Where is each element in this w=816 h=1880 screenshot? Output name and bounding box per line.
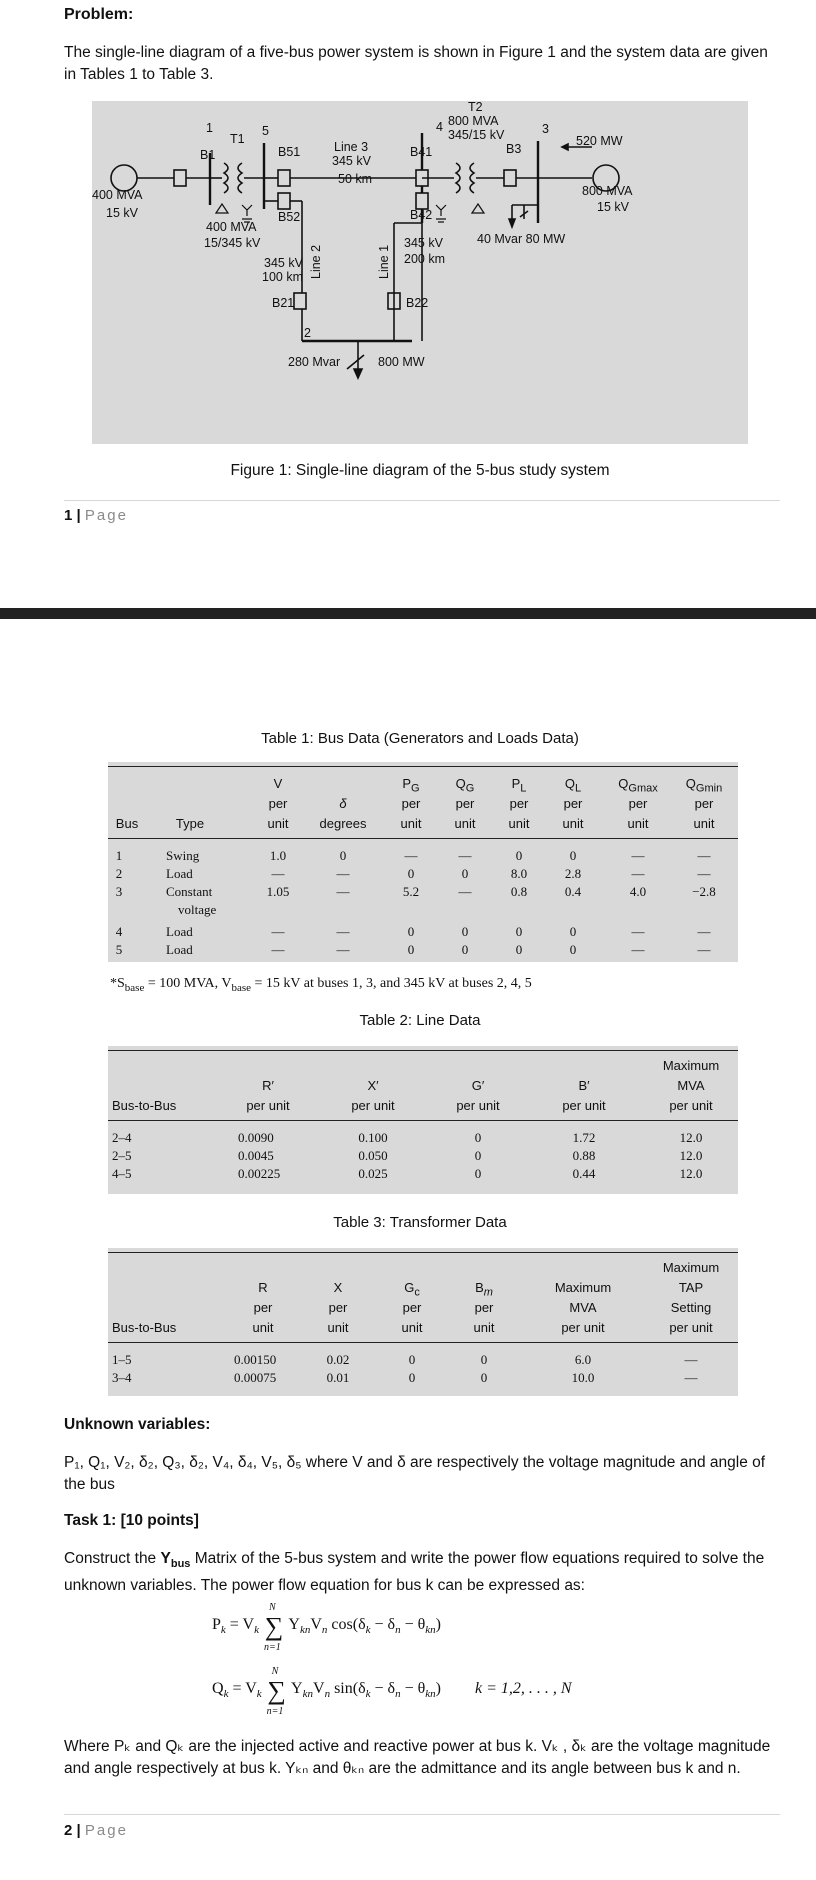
label-load2-mvar: 280 Mvar <box>288 355 341 369</box>
page-footer-2: 2 | Page <box>64 1822 128 1839</box>
equation-p: $P_k = V_k$ ∑ N n=1 $Y_{kn}V_n$ $\cos(\delta_k - \delta_n - \theta_{kn})$ <box>212 1602 441 1653</box>
transformer-t2-icon <box>456 163 460 193</box>
label-n2: 2 <box>304 326 311 340</box>
label-line1-kv: 345 kV <box>404 236 443 250</box>
label-t1: T1 <box>230 132 245 146</box>
label-line3-kv: 345 kV <box>332 154 371 168</box>
label-line3: Line 3 <box>334 140 369 154</box>
transformer-t1-icon <box>224 163 228 193</box>
task1-heading: Task 1: [10 points] <box>64 1512 199 1529</box>
label-b1: B1 <box>200 148 216 162</box>
breaker-b51-icon <box>278 170 290 186</box>
figure-caption: Figure 1: Single-line diagram of the 5-bus study system <box>230 462 610 479</box>
table2-title: Table 2: Line Data <box>359 1012 481 1029</box>
problem-heading: Problem: <box>64 6 134 23</box>
label-line1-km: 200 km <box>404 252 445 266</box>
label-b42: B42 <box>410 208 433 222</box>
label-n4: 4 <box>436 120 443 134</box>
label-load2-mw: 800 MW <box>378 355 425 369</box>
label-gen3-mw: 520 MW <box>576 134 623 148</box>
table1: Bus Type V per unit δ degrees $P_G$ per unit $Q_G$ per unit $P_L$ per unit $Q_L$ per unit $Q_{Gmax}$ per unit $Q_{Gmin}$ per unit 1 Swing 1.0 0 — — 0 0 — — 2 Load — — 0 0 8.0 2.8 — — 3 Constant voltage 1.05 — 5.2 — 0.8 0.4 4.0 −2.8 4 Load — — 0 0 0 0 — — 5 Load — — 0 0 0 0 — — <box>108 762 738 962</box>
label-t2-kv: 345/15 kV <box>448 128 505 142</box>
label-b21: B21 <box>272 296 295 310</box>
table3-title: Table 3: Transformer Data <box>333 1214 507 1231</box>
label-gen1-mva: 400 MVA <box>92 188 143 202</box>
task1-text: Construct the $Y_{bus}$ Matrix of the 5-bus system and write the power flow equations required to solve the unknown variables. The power flow equation for bus k can be expressed as: <box>64 1550 765 1595</box>
table2: Bus-to-Bus R′ per unit X′ per unit G′ per unit B′ per unit Maximum MVA per unit 2–4 0.0090 0.100 0 1.72 12.0 2–5 0.0045 0.050 0 0.88 12.0 4–5 0.00225 0.025 0 0.44 12.0 <box>108 1046 738 1194</box>
label-b3: B3 <box>506 142 522 156</box>
label-gen3-kv: 15 kV <box>597 200 629 214</box>
breaker-b42-icon <box>416 193 428 209</box>
equation-q: $Q_k = V_k$ ∑ N n=1 $Y_{kn}V_n$ $\sin(\delta_k - \delta_n - \theta_{kn}) k = 1,2$, . . . , N <box>212 1666 572 1717</box>
label-line2: Line 2 <box>309 244 323 279</box>
label-line1: Line 1 <box>377 244 391 279</box>
breaker-b21-icon <box>294 293 306 309</box>
unknowns-text: P₁, Q₁, V₂, δ₂, Q₃, δ₂, V₄, δ₄, V₅, δ₅ where V and δ are respectively the voltage magnitude and angle of the bus <box>64 1454 766 1493</box>
page-number: 1 <box>64 507 73 524</box>
label-line3-km: 50 km <box>338 172 373 186</box>
label-n3: 3 <box>542 122 549 136</box>
table1-note: $*S_{base} = 100$ MVA, $V_{base} = 15$ kV at buses 1, 3, and 345 kV at buses 2, 4, 5 <box>110 976 532 994</box>
label-gen3-mva: 800 MVA <box>582 184 633 198</box>
table1-title: Table 1: Bus Data (Generators and Loads Data) <box>261 730 579 747</box>
table3: Bus-to-Bus R per unit X per unit $G_c$ per unit $B_m$ per unit Maximum MVA per unit Maximum TAP Setting per unit 1–5 0.00150 0.02 0 0 6.0 — 3–4 0.00075 0.01 0 0 10.0 — <box>108 1248 738 1396</box>
label-load3: 40 Mvar 80 MW <box>477 232 566 246</box>
label-b41: B41 <box>410 145 433 159</box>
page-label: Page <box>84 1822 128 1839</box>
page-break <box>0 608 816 619</box>
breaker-b52-icon <box>278 193 290 209</box>
unknowns-heading: Unknown variables: <box>64 1416 211 1433</box>
label-line2-kv: 345 kV <box>264 256 303 270</box>
breaker-b3-icon <box>504 170 516 186</box>
label-line2-km: 100 km <box>262 270 303 284</box>
breaker-b1-icon <box>174 170 186 186</box>
label-n5: 5 <box>262 124 269 138</box>
label-t2-mva: 800 MVA <box>448 114 499 128</box>
page-number: 2 <box>64 1822 73 1839</box>
label-t1-kv: 15/345 kV <box>204 236 261 250</box>
label-n1: 1 <box>206 121 213 135</box>
page-footer-1: 1 | Page <box>64 507 128 524</box>
label-t1-mva: 400 MVA <box>206 220 257 234</box>
single-line-diagram <box>92 101 748 444</box>
label-gen1-kv: 15 kV <box>106 206 138 220</box>
page-label: Page <box>84 507 128 524</box>
problem-intro: The single-line diagram of a five-bus power system is shown in Figure 1 and the system data are given in Tables 1 to Table 3. <box>64 44 768 83</box>
label-b51: B51 <box>278 145 301 159</box>
diagram-svg <box>92 101 748 444</box>
label-b52: B52 <box>278 210 301 224</box>
label-t2: T2 <box>468 101 483 114</box>
where-text: Where Pₖ and Qₖ are the injected active and reactive power at bus k. Vₖ , δₖ are the voltage magnitude and angle respectively at bus k. Yₖₙ and θₖₙ are the admittance and its angle between bus k and n. <box>64 1738 771 1777</box>
label-b22: B22 <box>406 296 429 310</box>
